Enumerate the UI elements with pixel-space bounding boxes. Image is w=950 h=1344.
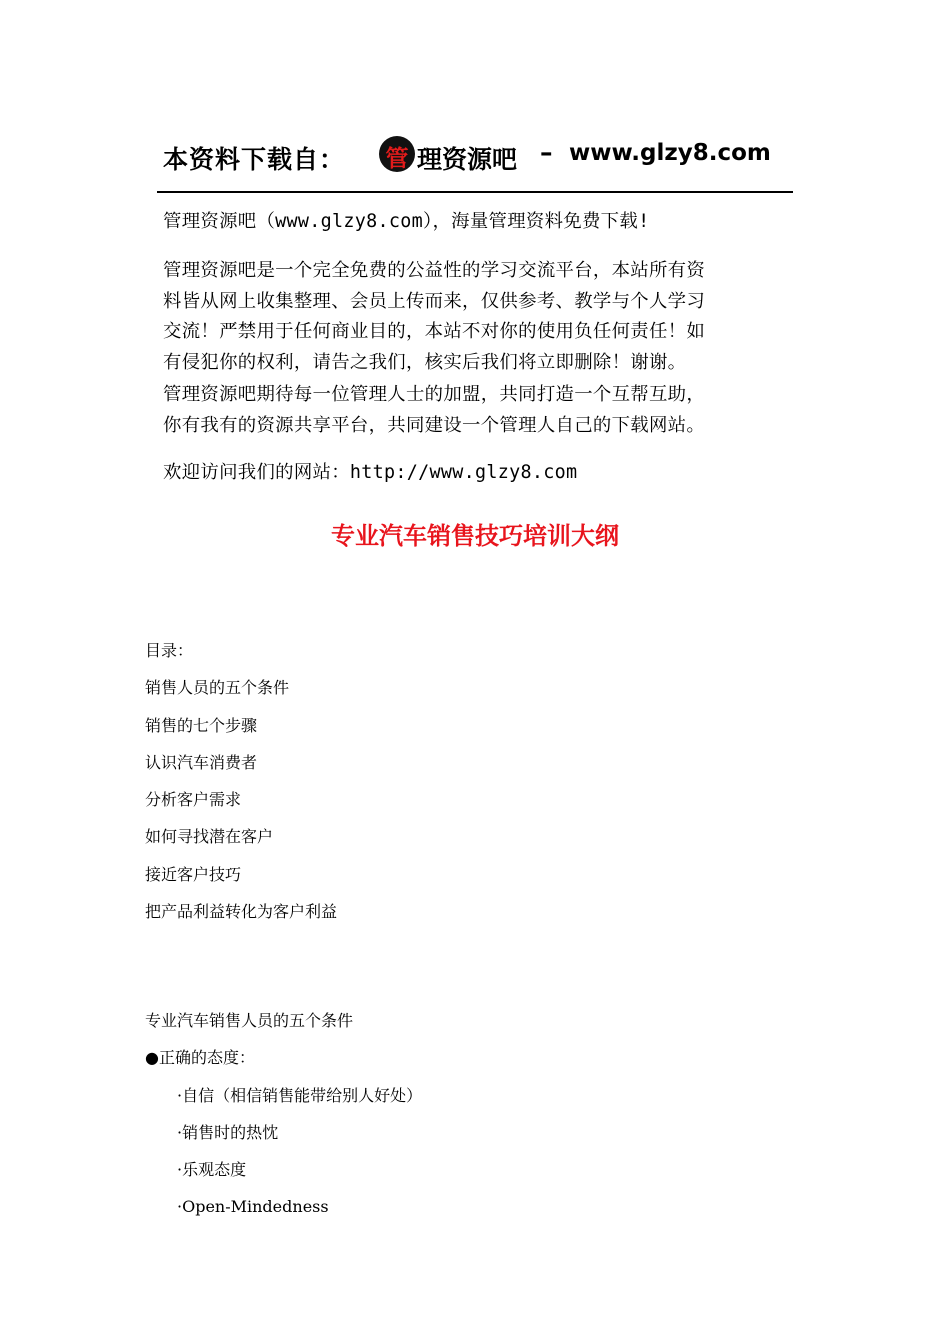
- download-banner: [157, 128, 793, 194]
- notice-invitation-line: 你有我有的资源共享平台，共同建设一个管理人自己的下载网站。: [163, 414, 706, 436]
- notice-disclaimer-line: 交流！严禁用于任何商业目的，本站不对你的使用负任何责任！如: [163, 321, 706, 342]
- toc-item: 销售的七个步骤: [145, 715, 258, 735]
- notice-disclaimer: [163, 256, 803, 378]
- notice-disclaimer-line: 料皆从网上收集整理、会员上传而来，仅供参考、教学与个人学习: [163, 290, 706, 312]
- notice-intro: [163, 207, 803, 238]
- notice-invitation-line: 管理资源吧期待每一位管理人士的加盟，共同打造一个互帮互助，: [163, 384, 706, 405]
- toc-heading: 目录：: [145, 641, 194, 660]
- banner-title: 本资料下载自：: [163, 145, 346, 174]
- bullet-heading: ●正确的态度：: [145, 1048, 255, 1068]
- toc-item: 销售人员的五个条件: [145, 678, 290, 698]
- sub-item: ·乐观态度: [177, 1160, 247, 1180]
- notice-invitation: [163, 380, 803, 441]
- notice-visit: [163, 458, 803, 489]
- section-five-conditions: [145, 1009, 422, 1233]
- banner-separator: –: [540, 138, 553, 167]
- table-of-contents: [145, 639, 337, 937]
- notice-disclaimer-line: 管理资源吧是一个完全免费的公益性的学习交流平台，本站所有资: [163, 260, 706, 281]
- section-title: 专业汽车销售人员的五个条件: [145, 1011, 354, 1030]
- notice-visit-line[interactable]: 欢迎访问我们的网站：http://www.glzy8.com: [163, 462, 578, 483]
- sub-item: ·Open-Mindedness: [177, 1197, 329, 1217]
- toc-item: 接近客户技巧: [145, 864, 242, 884]
- sub-item: ·自信（相信销售能带给别人好处）: [177, 1085, 423, 1105]
- site-logo: [379, 136, 415, 172]
- banner-url[interactable]: www.glzy8.com: [569, 140, 771, 166]
- site-logo-char: 管: [385, 146, 409, 172]
- sub-item: ·销售时的热忱: [177, 1122, 279, 1142]
- banner-site-name: 理资源吧: [417, 145, 518, 174]
- notice-intro-line: 管理资源吧（www.glzy8.com），海量管理资料免费下载!: [163, 211, 650, 232]
- toc-item: 分析客户需求: [145, 790, 242, 810]
- toc-item: 如何寻找潜在客户: [145, 827, 274, 847]
- document-title: 专业汽车销售技巧培训大纲: [331, 522, 619, 550]
- notice-disclaimer-line: 有侵犯你的权利，请告之我们，核实后我们将立即删除！谢谢。: [163, 351, 687, 373]
- banner-divider: [157, 191, 793, 193]
- toc-item: 认识汽车消费者: [145, 752, 258, 772]
- toc-item: 把产品利益转化为客户利益: [145, 902, 338, 922]
